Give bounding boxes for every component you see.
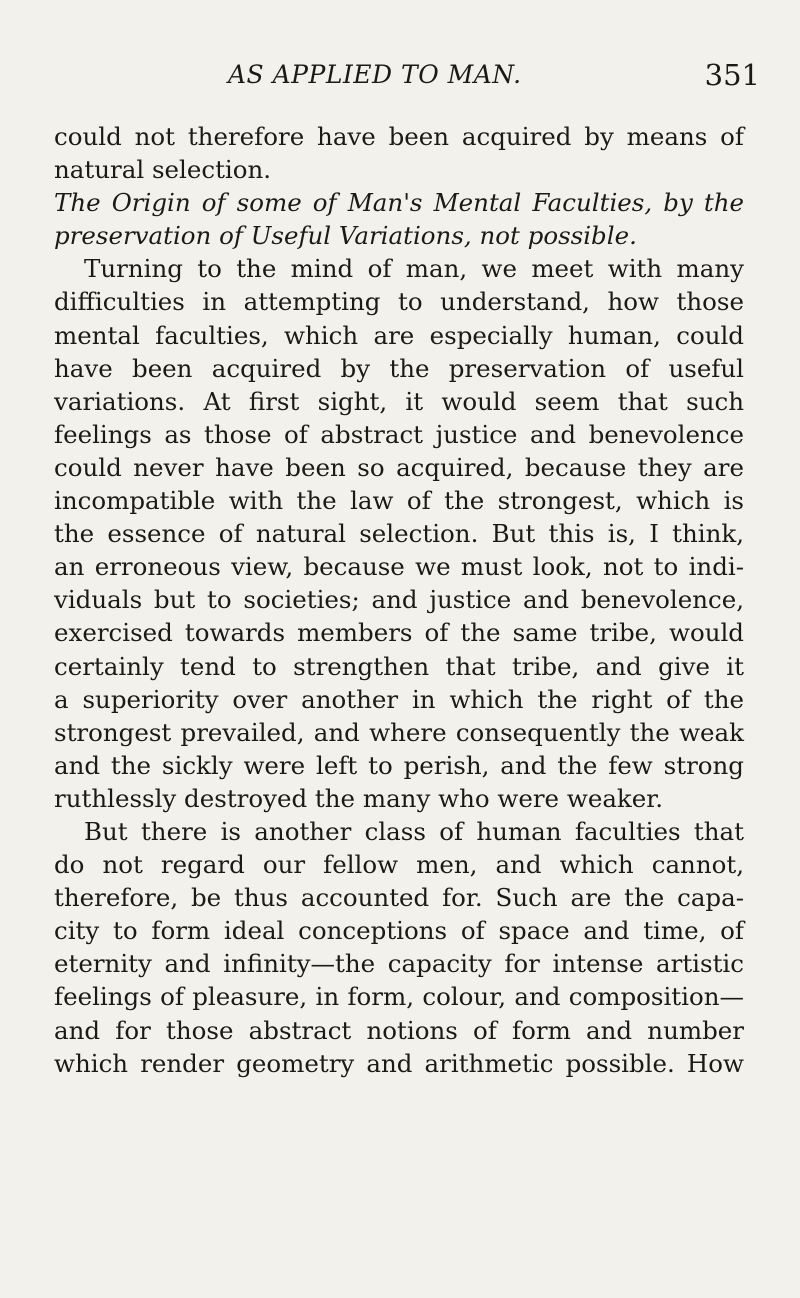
text-line: natural selection. [54,155,272,185]
text-line: mental faculties, which are especially human, could [54,320,744,350]
text-line: variations. At first sight, it would seem that such [54,386,744,416]
text-line: difficulties in attempting to understand, how those [54,287,744,317]
text-line: and for those abstract notions of form and number [54,1015,744,1045]
paragraph-1 [54,252,744,815]
text-line: viduals but to societies; and justice and benevolence, [54,585,744,615]
running-title: AS APPLIED TO MAN. [228,60,522,89]
text-line: and the sickly were left to perish, and the few strong [54,750,744,780]
text-line: incompatible with the law of the strongest, which is [54,486,744,516]
text-line: feelings as those of abstract justice and benevolence [54,419,744,449]
text-line: feelings of pleasure, in form, colour, and composition— [54,982,744,1012]
heading-line: preservation of Useful Variations, not possible. [54,221,637,251]
intro-paragraph [54,120,744,186]
text-line: city to form ideal conceptions of space and time, of [54,916,744,946]
text-line: But there is another class of human faculties that [84,816,744,846]
text-line: a superiority over another in which the right of the [54,684,744,714]
text-line: have been acquired by the preservation of useful [54,353,744,383]
body-text [54,120,744,1080]
text-line: ruthlessly destroyed the many who were weaker. [54,783,664,813]
text-line: Turning to the mind of man, we meet with many [84,254,744,284]
text-line: eternity and infinity—the capacity for intense artistic [54,949,744,979]
text-line: do not regard our fellow men, and which cannot, [54,850,744,880]
running-head [60,60,760,100]
text-line: certainly tend to strengthen that tribe, and give it [54,651,744,681]
text-line: therefore, be thus accounted for. Such are the capa- [54,883,744,913]
text-line: an erroneous view, because we must look, not to indi- [54,552,744,582]
text-line: could never have been so acquired, because they are [54,452,744,482]
heading-line: The Origin of some of Man's Mental Faculties, by the [54,188,744,218]
text-line: which render geometry and arithmetic possible. How [54,1048,744,1078]
page-number: 351 [704,58,760,92]
text-line: exercised towards members of the same tribe, would [54,618,744,648]
paragraph-2 [54,815,744,1080]
text-line: could not therefore have been acquired by means of [54,122,744,151]
text-line: strongest prevailed, and where consequently the weak [54,717,744,747]
section-heading [54,186,744,252]
text-line: the essence of natural selection. But this is, I think, [54,519,744,549]
